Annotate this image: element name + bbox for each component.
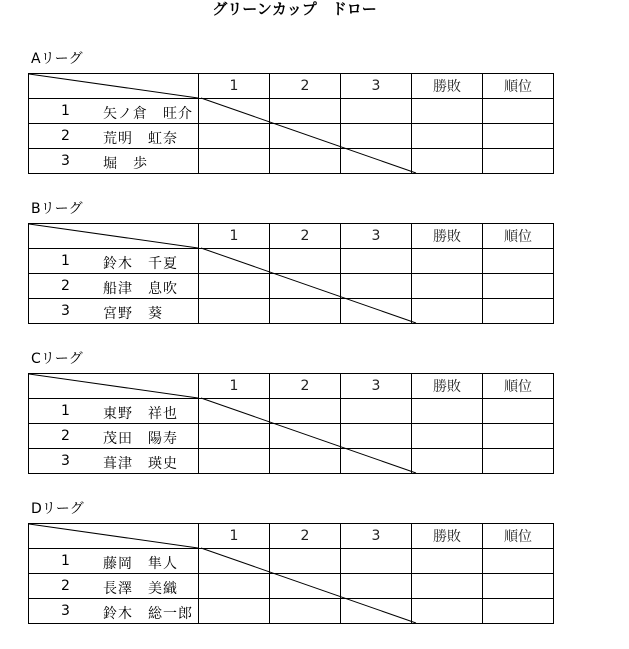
- result-cell[interactable]: [199, 149, 270, 174]
- result-cell[interactable]: [270, 399, 341, 424]
- result-cell[interactable]: [341, 599, 412, 624]
- result-cell[interactable]: [199, 599, 270, 624]
- corner-cell: [29, 224, 199, 249]
- result-cell[interactable]: [341, 274, 412, 299]
- header-rank: 順位: [483, 74, 554, 99]
- corner-diagonal-line: [29, 524, 198, 548]
- table-row: [29, 449, 554, 474]
- league-d-label: Dリーグ: [31, 501, 84, 517]
- result-cell[interactable]: [341, 124, 412, 149]
- win-loss-cell[interactable]: [412, 449, 483, 474]
- player-number: 1: [61, 403, 70, 419]
- player-name: 茂田 陽寿: [103, 431, 178, 447]
- result-cell[interactable]: [270, 449, 341, 474]
- player-number: 2: [61, 578, 70, 594]
- header-round-2: 2: [270, 74, 341, 99]
- header-rank: 順位: [483, 224, 554, 249]
- league-a-table: [28, 73, 554, 174]
- rank-cell[interactable]: [483, 599, 554, 624]
- rank-cell[interactable]: [483, 574, 554, 599]
- header-win-loss: 勝敗: [412, 74, 483, 99]
- result-cell[interactable]: [270, 424, 341, 449]
- league-b-table: [28, 223, 554, 324]
- header-round-3: 3: [341, 524, 412, 549]
- corner-diagonal-line: [29, 74, 198, 98]
- table-row: [29, 149, 554, 174]
- league-b-label: Bリーグ: [31, 201, 83, 217]
- page-title: グリーンカップ ドロー: [212, 0, 377, 18]
- rank-cell[interactable]: [483, 274, 554, 299]
- player-cell: [29, 249, 199, 274]
- header-round-3: 3: [341, 374, 412, 399]
- table-row: [29, 574, 554, 599]
- header-win-loss: 勝敗: [412, 374, 483, 399]
- player-name: 葺津 瑛史: [103, 456, 178, 472]
- league-a-label: Aリーグ: [31, 51, 83, 67]
- header-round-1: 1: [199, 374, 270, 399]
- result-cell[interactable]: [341, 449, 412, 474]
- player-name: 船津 息吹: [103, 281, 178, 297]
- corner-diagonal-line: [29, 224, 198, 248]
- player-cell: [29, 449, 199, 474]
- table-row: [29, 549, 554, 574]
- table-header-row: [29, 374, 554, 399]
- table-header-row: [29, 524, 554, 549]
- player-name: 東野 祥也: [103, 406, 178, 422]
- header-round-2: 2: [270, 524, 341, 549]
- result-cell[interactable]: [270, 599, 341, 624]
- player-number: 2: [61, 278, 70, 294]
- result-cell[interactable]: [270, 274, 341, 299]
- win-loss-cell[interactable]: [412, 249, 483, 274]
- player-name: 鈴木 千夏: [103, 256, 178, 272]
- result-cell[interactable]: [199, 399, 270, 424]
- player-cell: [29, 99, 199, 124]
- header-rank: 順位: [483, 524, 554, 549]
- player-name: 宮野 葵: [103, 306, 163, 322]
- rank-cell[interactable]: [483, 99, 554, 124]
- player-cell: [29, 424, 199, 449]
- header-round-3: 3: [341, 224, 412, 249]
- result-cell[interactable]: [199, 124, 270, 149]
- player-name: 矢ノ倉 旺介: [103, 106, 193, 122]
- result-cell[interactable]: [199, 299, 270, 324]
- table-row: [29, 599, 554, 624]
- player-cell: [29, 399, 199, 424]
- table-row: [29, 124, 554, 149]
- result-cell[interactable]: [199, 99, 270, 124]
- table-row: [29, 299, 554, 324]
- player-name: 荒明 虹奈: [103, 131, 178, 147]
- header-win-loss: 勝敗: [412, 224, 483, 249]
- player-number: 2: [61, 428, 70, 444]
- player-name: 鈴木 総一郎: [103, 606, 193, 622]
- player-cell: [29, 124, 199, 149]
- table-header-row: [29, 224, 554, 249]
- rank-cell[interactable]: [483, 124, 554, 149]
- table-row: [29, 249, 554, 274]
- table-header-row: [29, 74, 554, 99]
- rank-cell[interactable]: [483, 399, 554, 424]
- result-cell[interactable]: [270, 124, 341, 149]
- league-c-table: [28, 373, 554, 474]
- result-cell[interactable]: [341, 574, 412, 599]
- player-number: 3: [61, 153, 70, 169]
- table-row: [29, 99, 554, 124]
- player-name: 藤岡 隼人: [103, 556, 178, 572]
- win-loss-cell[interactable]: [412, 549, 483, 574]
- win-loss-cell[interactable]: [412, 399, 483, 424]
- result-cell[interactable]: [199, 274, 270, 299]
- player-cell: [29, 574, 199, 599]
- corner-cell: [29, 74, 199, 99]
- player-cell: [29, 274, 199, 299]
- header-rank: 順位: [483, 374, 554, 399]
- player-number: 2: [61, 128, 70, 144]
- player-number: 1: [61, 553, 70, 569]
- result-cell[interactable]: [341, 399, 412, 424]
- table-row: [29, 424, 554, 449]
- result-cell[interactable]: [270, 574, 341, 599]
- win-loss-cell[interactable]: [412, 124, 483, 149]
- player-cell: [29, 549, 199, 574]
- rank-cell[interactable]: [483, 549, 554, 574]
- result-cell[interactable]: [341, 299, 412, 324]
- player-number: 3: [61, 453, 70, 469]
- result-cell[interactable]: [341, 249, 412, 274]
- win-loss-cell[interactable]: [412, 99, 483, 124]
- result-cell[interactable]: [341, 149, 412, 174]
- header-round-1: 1: [199, 524, 270, 549]
- player-cell: [29, 149, 199, 174]
- player-cell: [29, 299, 199, 324]
- rank-cell[interactable]: [483, 299, 554, 324]
- result-cell[interactable]: [270, 299, 341, 324]
- corner-diagonal-line: [29, 374, 198, 398]
- player-number: 3: [61, 303, 70, 319]
- league-d-table: [28, 523, 554, 624]
- result-cell[interactable]: [199, 549, 270, 574]
- player-number: 3: [61, 603, 70, 619]
- corner-cell: [29, 524, 199, 549]
- header-round-2: 2: [270, 224, 341, 249]
- result-cell[interactable]: [199, 249, 270, 274]
- result-cell[interactable]: [270, 99, 341, 124]
- result-cell[interactable]: [270, 149, 341, 174]
- player-number: 1: [61, 253, 70, 269]
- result-cell[interactable]: [341, 424, 412, 449]
- rank-cell[interactable]: [483, 449, 554, 474]
- result-cell[interactable]: [199, 424, 270, 449]
- rank-cell[interactable]: [483, 249, 554, 274]
- result-cell[interactable]: [341, 549, 412, 574]
- result-cell[interactable]: [199, 574, 270, 599]
- corner-cell: [29, 374, 199, 399]
- result-cell[interactable]: [270, 249, 341, 274]
- win-loss-cell[interactable]: [412, 299, 483, 324]
- rank-cell[interactable]: [483, 424, 554, 449]
- rank-cell[interactable]: [483, 149, 554, 174]
- header-round-3: 3: [341, 74, 412, 99]
- win-loss-cell[interactable]: [412, 424, 483, 449]
- win-loss-cell[interactable]: [412, 274, 483, 299]
- result-cell[interactable]: [199, 449, 270, 474]
- header-round-1: 1: [199, 74, 270, 99]
- win-loss-cell[interactable]: [412, 149, 483, 174]
- win-loss-cell[interactable]: [412, 574, 483, 599]
- league-c-label: Cリーグ: [31, 351, 83, 367]
- player-name: 堀 歩: [103, 156, 148, 172]
- player-number: 1: [61, 103, 70, 119]
- player-name: 長澤 美織: [103, 581, 178, 597]
- result-cell[interactable]: [341, 99, 412, 124]
- result-cell[interactable]: [270, 549, 341, 574]
- header-win-loss: 勝敗: [412, 524, 483, 549]
- table-row: [29, 399, 554, 424]
- header-round-2: 2: [270, 374, 341, 399]
- table-row: [29, 274, 554, 299]
- header-round-1: 1: [199, 224, 270, 249]
- win-loss-cell[interactable]: [412, 599, 483, 624]
- player-cell: [29, 599, 199, 624]
